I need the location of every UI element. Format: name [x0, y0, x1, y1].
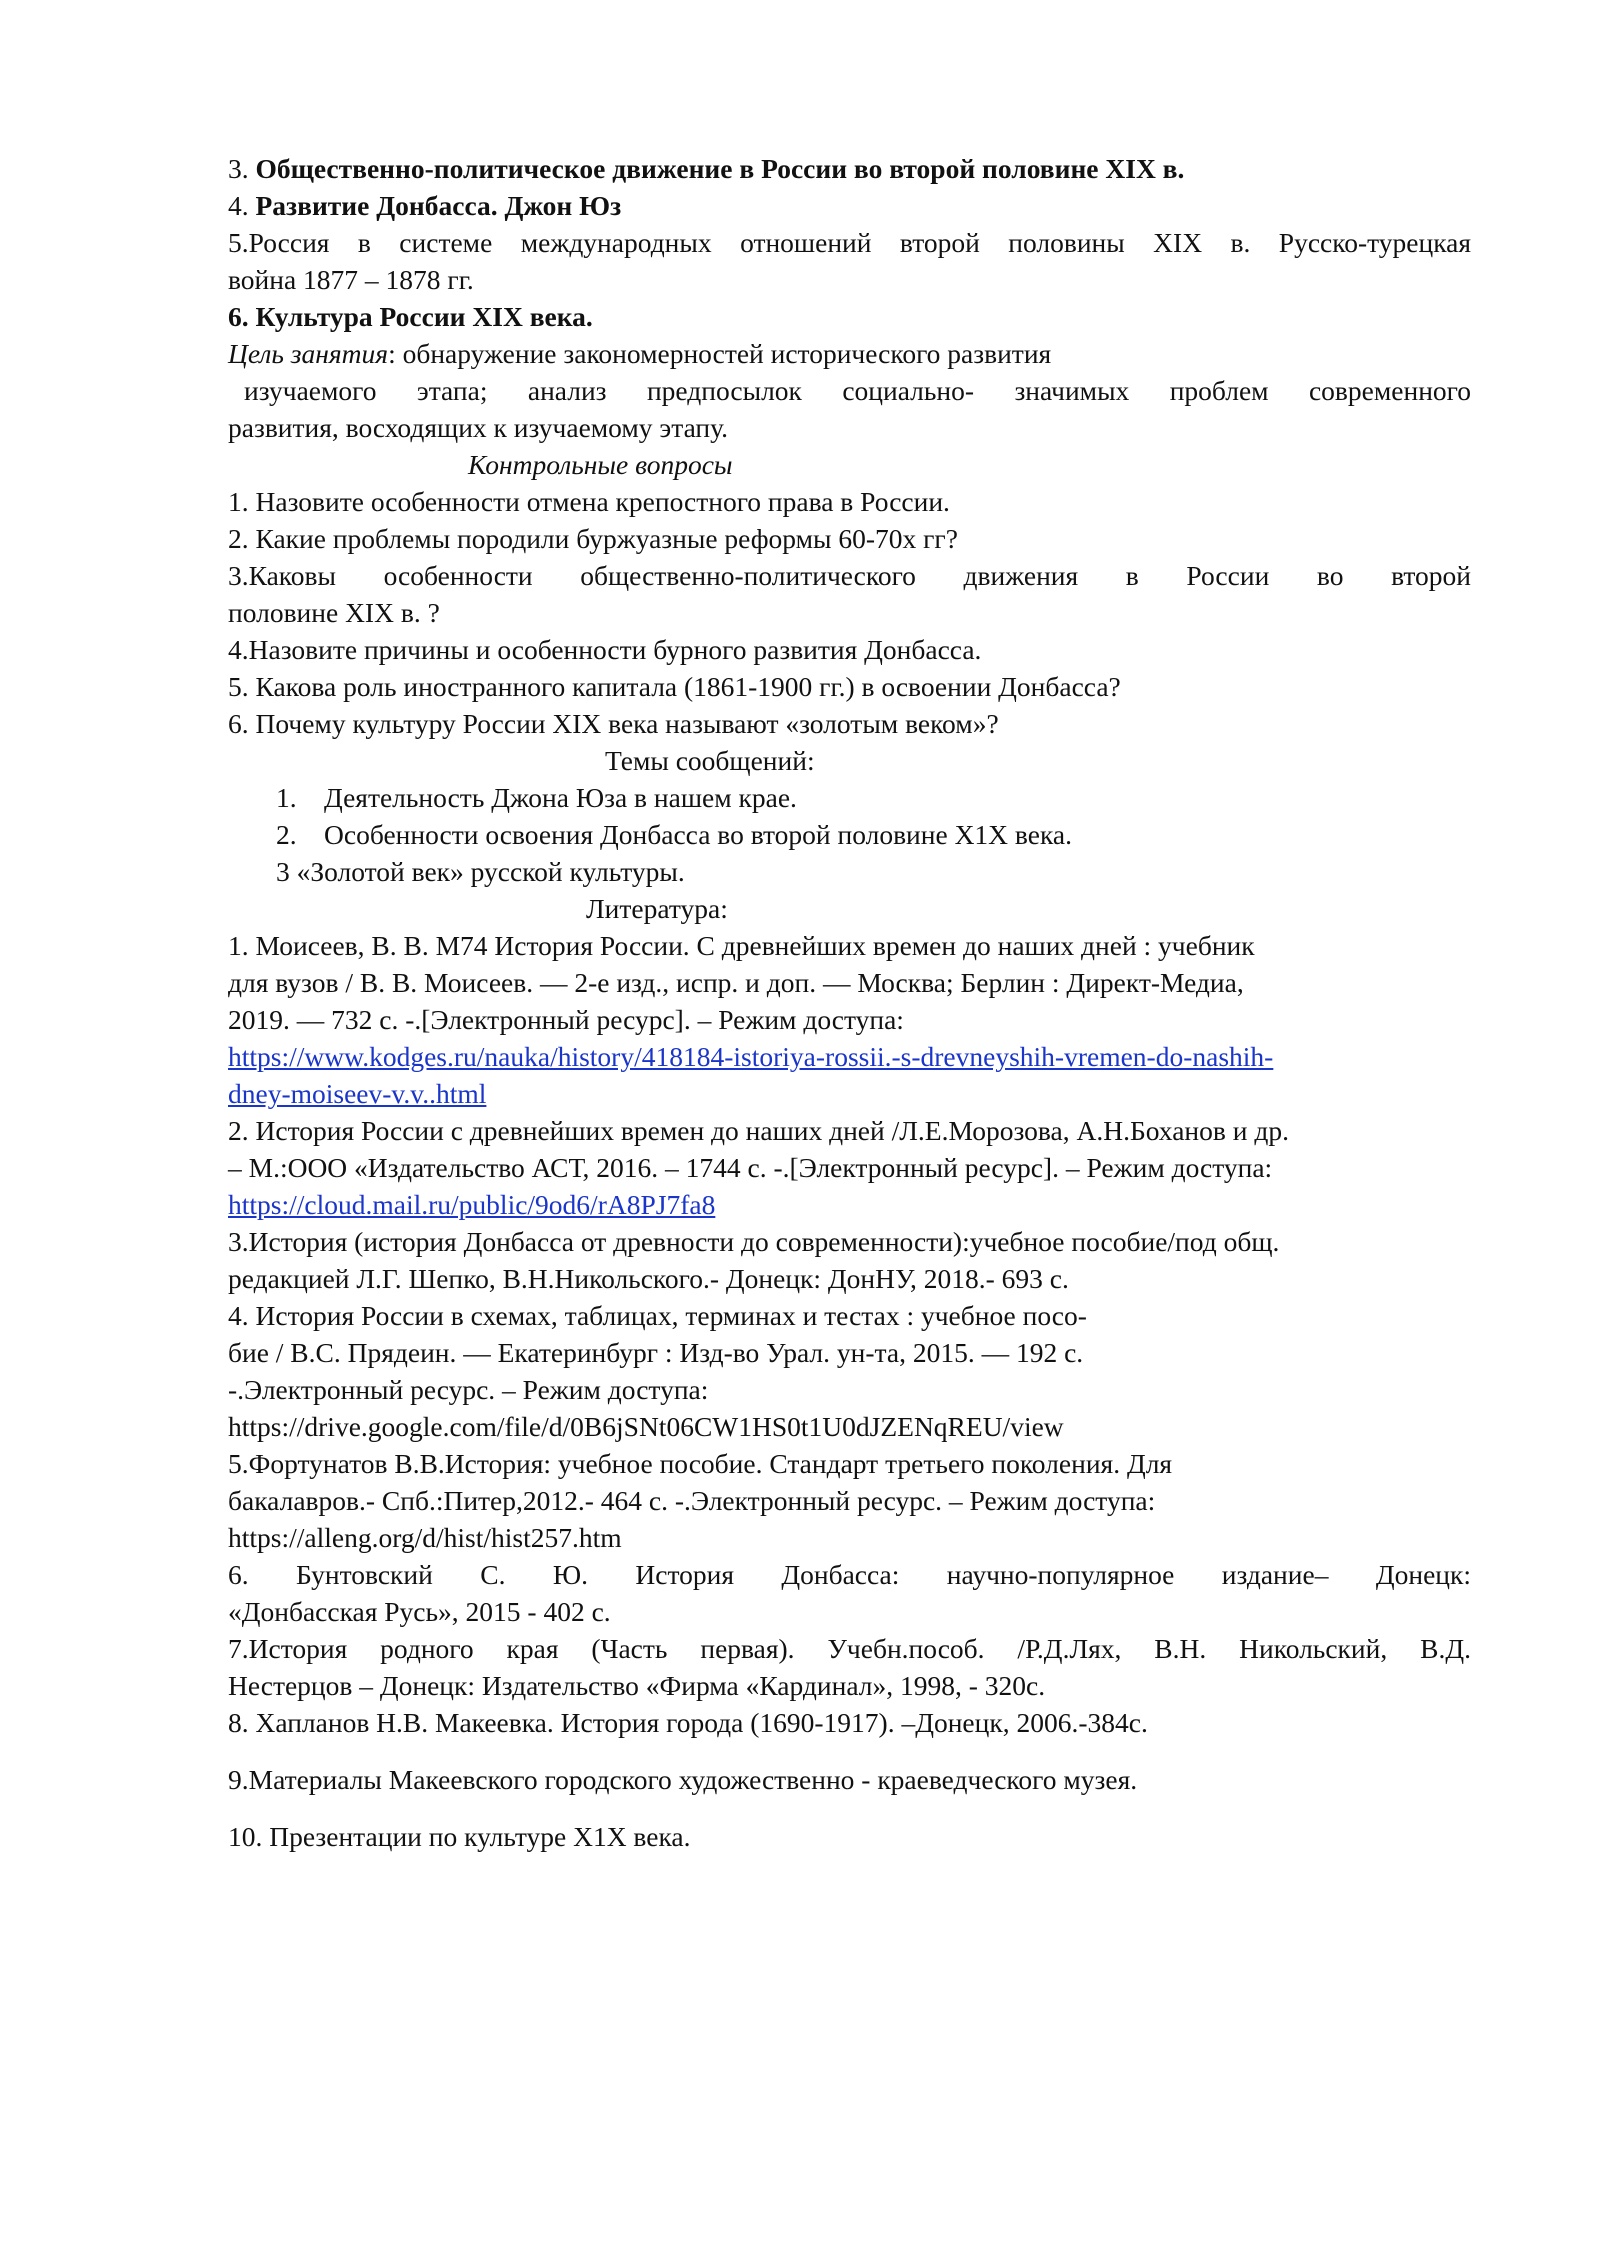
literature-item: 3.История (история Донбасса от древности до современности):учебное пособие/под общ.	[228, 1226, 1280, 1257]
goal-line	[228, 335, 1471, 372]
literature-item: -.Электронный ресурс. – Режим доступа:	[228, 1374, 709, 1405]
literature-link[interactable]: https://www.kodges.ru/nauka/history/418184-istoriya-rossii.-s-drevneyshih-vremen-do-nashih-	[228, 1041, 1274, 1072]
message-text: Особенности освоения Донбасса во второй половине Х1Х века.	[324, 819, 1072, 850]
literature-item: редакцией Л.Г. Шепко, В.Н.Никольского.- Донецк: ДонНУ, 2018.- 693 с.	[228, 1263, 1069, 1294]
literature-item: для вузов / В. В. Моисеев. — 2-е изд., испр. и доп. — Москва; Берлин : Директ-Медиа,	[228, 967, 1244, 998]
control-question: 5. Какова роль иностранного капитала (1861-1900 гг.) в освоении Донбасса?	[228, 671, 1121, 702]
document-page	[228, 150, 1471, 1855]
literature-item: 5.Фортунатов В.В.История: учебное пособие. Стандарт третьего поколения. Для	[228, 1448, 1173, 1479]
topic-5-line: война 1877 – 1878 гг.	[228, 264, 474, 295]
literature-item: 2. История России с древнейших времен до наших дней /Л.Е.Морозова, А.Н.Боханов и др.	[228, 1115, 1289, 1146]
topic-number: 4.	[228, 190, 249, 221]
messages-heading: Темы сообщений:	[605, 745, 815, 776]
literature-url-text: https://alleng.org/d/hist/hist257.htm	[228, 1522, 622, 1553]
control-question: половине XIX в. ?	[228, 597, 440, 628]
control-questions-heading: Контрольные вопросы	[468, 449, 733, 480]
literature-item: 8. Хапланов Н.В. Макеевка. История города (1690-1917). –Донецк, 2006.-384с.	[228, 1707, 1148, 1738]
literature-item: 2019. — 732 с. -.[Электронный ресурс]. – Режим доступа:	[228, 1004, 904, 1035]
message-text: Деятельность Джона Юза в нашем крае.	[324, 782, 797, 813]
literature-item: бие / В.С. Прядеин. — Екатеринбург : Изд-во Урал. ун-та, 2015. — 192 с.	[228, 1337, 1084, 1368]
topic-6-title: 6. Культура России XIX века.	[228, 301, 593, 332]
literature-item: 1. Моисеев, В. В. М74 История России. С древнейших времен до наших дней : учебник	[228, 930, 1255, 961]
literature-item: 9.Материалы Макеевского городского художественно - краеведческого музея.	[228, 1764, 1138, 1795]
literature-link[interactable]: dney-moiseev-v.v..html	[228, 1078, 487, 1109]
literature-link[interactable]: https://cloud.mail.ru/public/9od6/rA8PJ7fa8	[228, 1189, 716, 1220]
literature-item: 6. Бунтовский С. Ю. История Донбасса: научно-популярное издание– Донецк:	[228, 1559, 1471, 1590]
literature-item: Нестерцов – Донецк: Издательство «Фирма «Кардинал», 1998, - 320с.	[228, 1670, 1046, 1701]
literature-url-text: https://drive.google.com/file/d/0B6jSNt06CW1HS0t1U0dJZENqREU/view	[228, 1411, 1064, 1442]
message-number: 2.	[276, 819, 297, 850]
topic-number: 3.	[228, 153, 249, 184]
topic-5-line: 5.Россия в системе международных отношений второй половины XIX в. Русско-турецкая	[228, 227, 1471, 258]
literature-item: 7.История родного края (Часть первая). Учебн.пособ. /Р.Д.Лях, В.Н. Никольский, В.Д.	[228, 1633, 1471, 1664]
message-item: 3 «Золотой век» русской культуры.	[276, 856, 685, 887]
goal-line: изучаемого этапа; анализ предпосылок социально- значимых проблем современного	[244, 375, 1471, 406]
message-item	[228, 779, 1471, 816]
control-question: 1. Назовите особенности отмена крепостного права в России.	[228, 486, 950, 517]
control-question: 6. Почему культуру России XIX века называют «золотым веком»?	[228, 708, 999, 739]
topic-3	[228, 150, 1471, 187]
message-item	[228, 816, 1471, 853]
topic-title: Общественно-политическое движение в России во второй половине XIX в.	[255, 153, 1185, 184]
literature-item: «Донбасская Русь», 2015 - 402 с.	[228, 1596, 611, 1627]
control-question: 4.Назовите причины и особенности бурного развития Донбасса.	[228, 634, 982, 665]
goal-line: развития, восходящих к изучаемому этапу.	[228, 412, 729, 443]
message-number: 1.	[276, 782, 297, 813]
literature-item: бакалавров.- Спб.:Питер,2012.- 464 с. -.Электронный ресурс. – Режим доступа:	[228, 1485, 1156, 1516]
goal-label: Цель занятия	[228, 338, 389, 369]
literature-item: 10. Презентации по культуре Х1Х века.	[228, 1821, 691, 1852]
topic-4	[228, 187, 1471, 224]
literature-heading: Литература:	[586, 893, 728, 924]
control-question: 2. Какие проблемы породили буржуазные реформы 60-70х гг?	[228, 523, 958, 554]
literature-item: 4. История России в схемах, таблицах, терминах и тестах : учебное посо-	[228, 1300, 1087, 1331]
literature-item: – М.:ООО «Издательство АСТ, 2016. – 1744 с. -.[Электронный ресурс]. – Режим доступа:	[228, 1152, 1273, 1183]
control-question: 3.Каковы особенности общественно-политического движения в России во второй	[228, 560, 1471, 591]
topic-title: Развитие Донбасса. Джон Юз	[255, 190, 622, 221]
goal-text: : обнаружение закономерностей исторического развития	[388, 338, 1052, 369]
